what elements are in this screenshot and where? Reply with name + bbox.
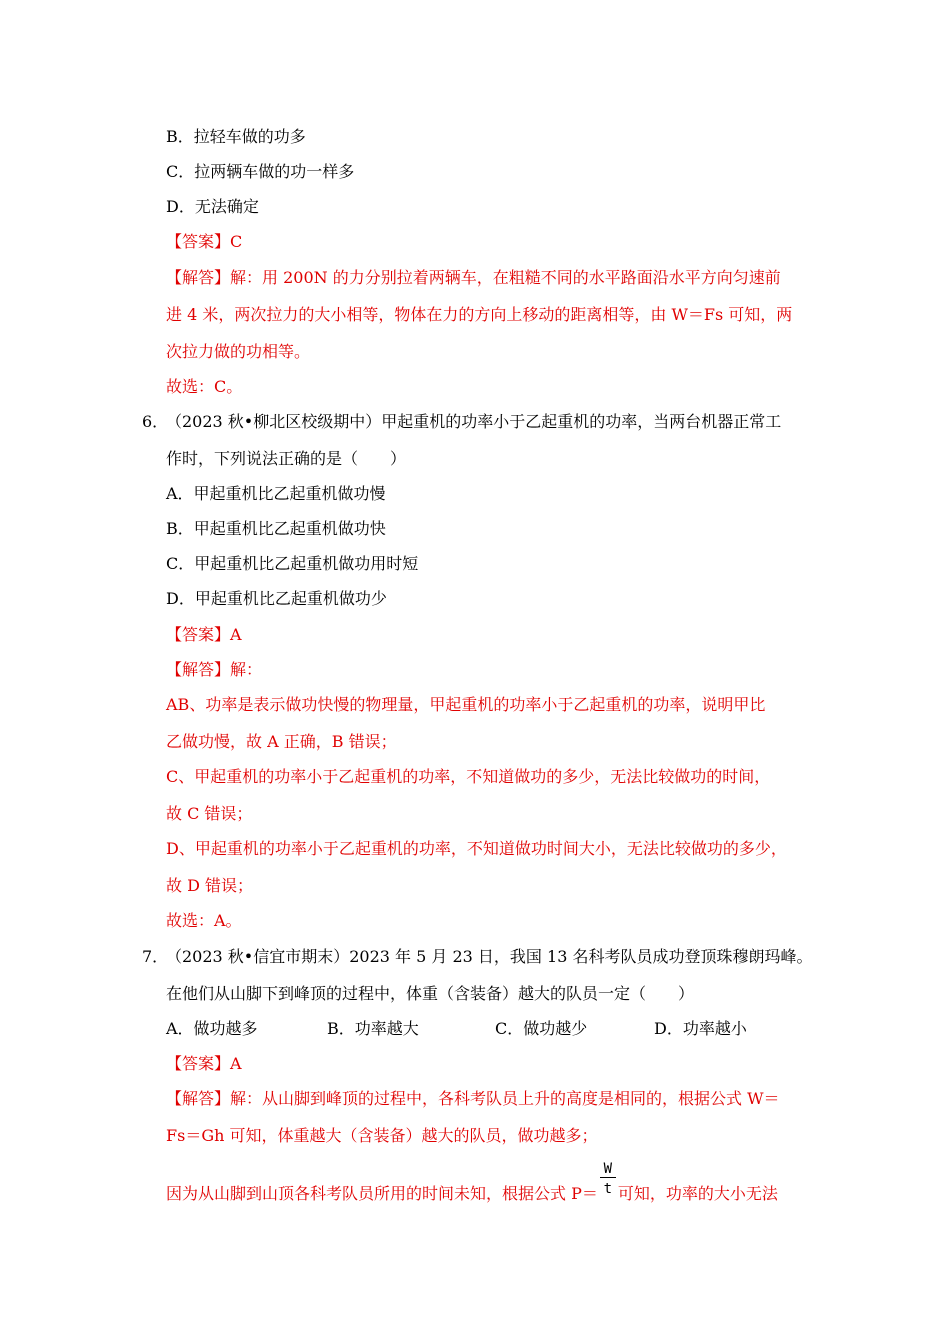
q6-analysis-line: D、甲起重机的功率小于乙起重机的功率，不知道做功时间大小，无法比较做功的多少， <box>166 839 787 858</box>
q5-answer: 【答案】C <box>166 232 243 251</box>
q6-analysis-line: AB、功率是表示做功快慢的物理量，甲起重机的功率小于乙起重机的功率，说明甲比 <box>166 695 766 714</box>
q7-analysis-text: 可知，功率的大小无法 <box>617 1184 778 1203</box>
q6-analysis-line: 故 C 错误； <box>166 804 253 823</box>
q6-stem: 作时，下列说法正确的是（ ） <box>166 449 407 468</box>
fraction-numerator: W <box>603 1160 613 1177</box>
q6-analysis-line: 乙做功慢，故 A 正确，B 错误； <box>166 732 397 751</box>
q5-option-c: C．拉两辆车做的功一样多 <box>166 162 355 181</box>
q7-number: 7． <box>142 947 169 966</box>
q6-number: 6． <box>142 412 169 431</box>
fraction-bar <box>600 1177 616 1178</box>
q5-option-d: D．无法确定 <box>166 197 259 216</box>
q6-answer: 【答案】A <box>166 625 242 644</box>
q6-option-b: B．甲起重机比乙起重机做功快 <box>166 519 386 538</box>
q7-option-c: C．做功越少 <box>495 1019 588 1038</box>
q5-conclusion: 故选：C。 <box>166 377 243 396</box>
q6-analysis-line: 故 D 错误； <box>166 876 254 895</box>
q6-analysis-line: C、甲起重机的功率小于乙起重机的功率，不知道做功的多少，无法比较做功的时间， <box>166 767 771 786</box>
q6-option-c: C．甲起重机比乙起重机做功用时短 <box>166 554 419 573</box>
fraction-denominator: t <box>603 1180 613 1197</box>
q6-option-d: D．甲起重机比乙起重机做功少 <box>166 589 387 608</box>
q6-conclusion: 故选：A。 <box>166 911 242 930</box>
q7-stem: （2023 秋•信宜市期末）2023 年 5 月 23 日，我国 13 名科考队员成功登顶珠穆朗玛峰。 <box>166 947 813 966</box>
q7-option-b: B．功率越大 <box>327 1019 419 1038</box>
q6-stem: （2023 秋•柳北区校级期中）甲起重机的功率小于乙起重机的功率，当两台机器正常工 <box>166 412 782 431</box>
q7-stem: 在他们从山脚下到峰顶的过程中，体重（含装备）越大的队员一定（ ） <box>166 984 695 1003</box>
q5-analysis-line: 进 4 米，两次拉力的大小相等，物体在力的方向上移动的距离相等，由 W＝Fs 可知，两 <box>166 305 793 324</box>
q6-option-a: A．甲起重机比乙起重机做功慢 <box>166 484 386 503</box>
q7-option-d: D．功率越小 <box>654 1019 747 1038</box>
power-formula-fraction <box>600 1160 616 1205</box>
q5-option-b: B．拉轻车做的功多 <box>166 127 306 146</box>
q7-answer: 【答案】A <box>166 1054 242 1073</box>
q7-analysis-line: 【解答】解：从山脚到峰顶的过程中，各科考队员上升的高度是相同的，根据公式 W＝ <box>166 1089 780 1108</box>
q6-analysis-head: 【解答】解： <box>166 660 263 679</box>
q7-analysis-text: 因为从山脚到山顶各科考队员所用的时间未知，根据公式 P＝ <box>166 1184 598 1203</box>
q5-analysis-line: 【解答】解：用 200N 的力分别拉着两辆车，在粗糙不同的水平路面沿水平方向匀速前 <box>166 268 781 287</box>
q5-analysis-line: 次拉力做的功相等。 <box>166 342 311 361</box>
q7-option-a: A．做功越多 <box>166 1019 258 1038</box>
q7-analysis-formula-line <box>166 1160 778 1205</box>
q7-analysis-line: Fs＝Gh 可知，体重越大（含装备）越大的队员，做功越多； <box>166 1126 598 1145</box>
